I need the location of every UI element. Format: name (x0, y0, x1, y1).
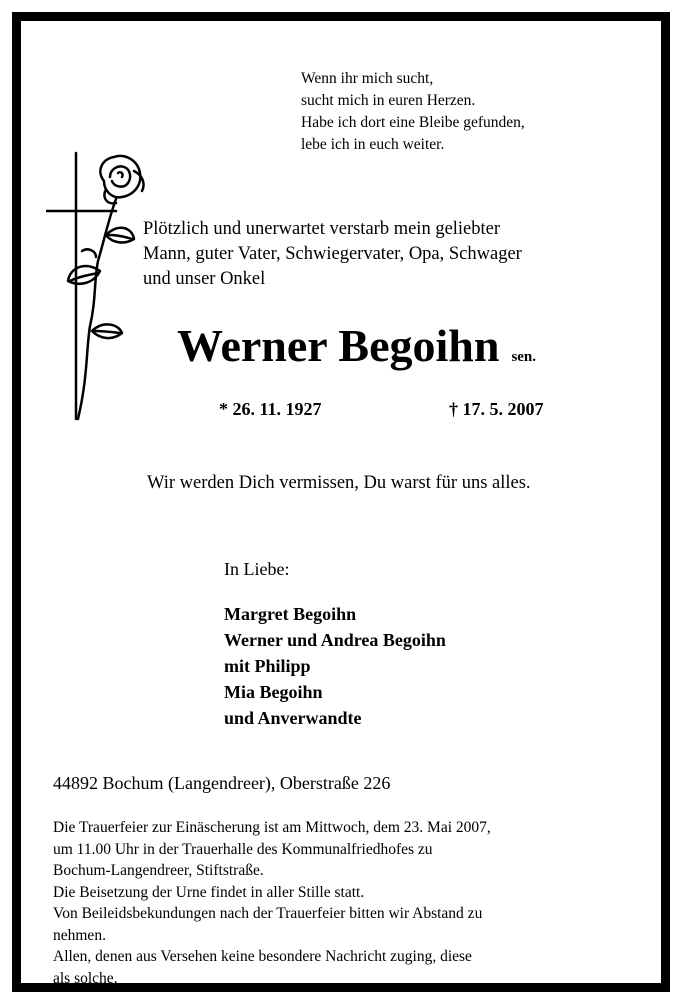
signer: mit Philipp (224, 656, 311, 676)
signer: Margret Begoihn (224, 604, 357, 624)
deceased-name-suffix: sen. (511, 349, 537, 365)
deceased-name (177, 318, 536, 385)
farewell-line: Wir werden Dich vermissen, Du warst für uns alles. (147, 473, 531, 493)
poem-line: sucht mich in euren Herzen. (301, 92, 476, 109)
deceased-name-text: Werner Begoihn (177, 320, 500, 371)
poem-line: Habe ich dort eine Bleibe gefunden, (301, 114, 525, 131)
notes-line: Die Trauerfeier zur Einäscherung ist am Mittwoch, dem 23. Mai 2007, (53, 819, 491, 836)
death-date: † 17. 5. 2007 (449, 399, 544, 419)
signer: Mia Begoihn (224, 682, 323, 702)
birth-date: * 26. 11. 1927 (219, 399, 322, 419)
poem (301, 68, 525, 156)
cross-with-rose-icon (46, 151, 156, 421)
notes-line: Von Beileidsbekundungen nach der Trauerfeier bitten wir Abstand zu (53, 905, 483, 922)
funeral-notes (53, 817, 491, 989)
notes-line: Die Beisetzung der Urne findet in aller Stille statt. (53, 883, 365, 901)
signers-list (224, 601, 446, 731)
poem-line: Wenn ihr mich sucht, (301, 70, 434, 87)
notes-line: um 11.00 Uhr in der Trauerhalle des Kommunalfriedhofes zu (53, 840, 433, 858)
notes-line: nehmen. (53, 926, 106, 944)
intro-line: Plötzlich und unerwartet verstarb mein geliebter (143, 219, 501, 239)
intro-text (143, 217, 522, 292)
notes-line: als solche. (53, 969, 118, 987)
address: 44892 Bochum (Langendreer), Oberstraße 226 (53, 773, 391, 793)
signer: Werner und Andrea Begoihn (224, 630, 446, 650)
notes-line: Allen, denen aus Versehen keine besondere Nachricht zuging, diese (53, 948, 472, 965)
obituary-frame (12, 12, 670, 992)
notes-line: Bochum-Langendreer, Stiftstraße. (53, 862, 264, 879)
intro-line: Mann, guter Vater, Schwiegervater, Opa, Schwager (143, 244, 522, 264)
signer: und Anverwandte (224, 708, 362, 728)
intro-line: und unser Onkel (143, 269, 266, 289)
in-love-label: In Liebe: (224, 559, 290, 579)
poem-line: lebe ich in euch weiter. (301, 136, 445, 153)
